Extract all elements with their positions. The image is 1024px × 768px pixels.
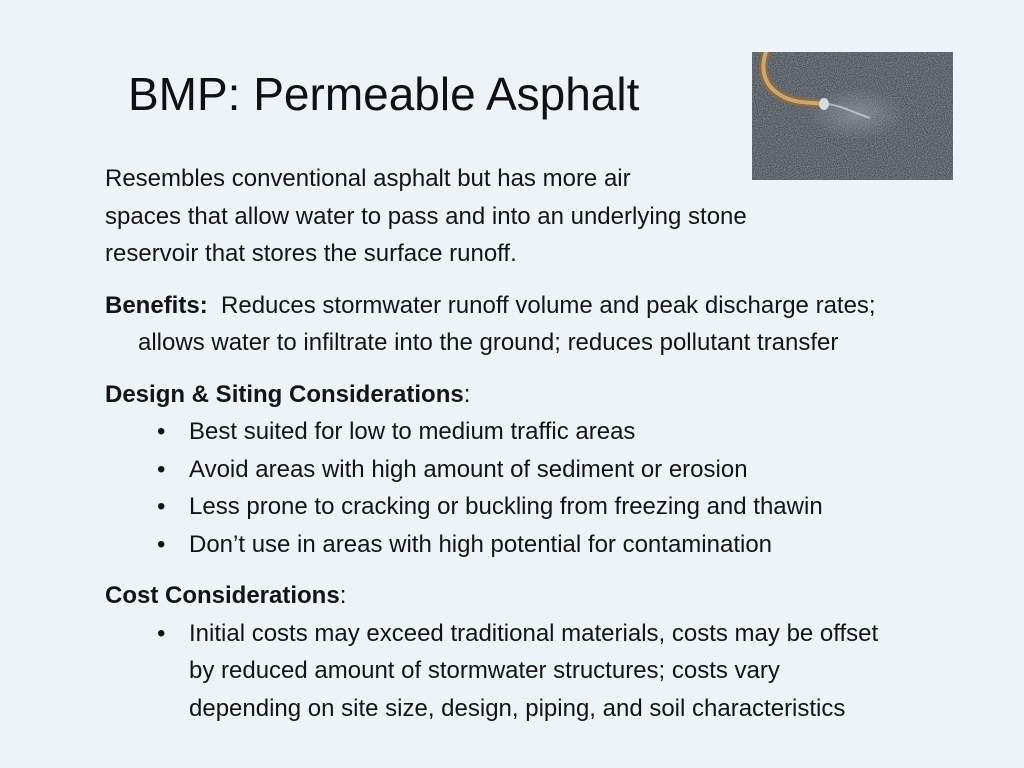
design-list [105, 413, 1020, 563]
design-item [105, 413, 1020, 451]
cost-list [105, 615, 1020, 728]
design-heading-colon: : [463, 380, 471, 408]
design-item [105, 526, 1020, 564]
cost-heading-colon: : [339, 582, 347, 609]
benefits-line-1 [105, 287, 1020, 325]
design-heading-text: Design & Siting Considerations [105, 380, 464, 408]
cost-item-line-2: by reduced amount of stormwater structures; costs vary [189, 657, 780, 684]
cost-item [105, 615, 1020, 728]
bullet-icon: • [157, 493, 166, 520]
design-item-text: Less prone to cracking or buckling from freezing and thawin [189, 493, 823, 520]
intro-line-3: reservoir that stores the surface runoff. [105, 240, 517, 267]
intro-line-1: Resembles conventional asphalt but has more air [105, 165, 631, 192]
design-item-text: Don’t use in areas with high potential for contamination [189, 530, 773, 558]
benefits-label: Benefits: [105, 291, 208, 319]
design-item [105, 488, 1020, 526]
slide-body [105, 160, 1020, 727]
bullet-icon: • [157, 455, 166, 483]
design-heading [105, 376, 1020, 414]
design-item-text: Best suited for low to medium traffic areas [189, 418, 636, 445]
bullet-icon: • [157, 530, 166, 558]
benefits-text-1: Reduces stormwater runoff volume and peak discharge rates; [221, 291, 876, 319]
benefits-line-2: allows water to infiltrate into the ground; reduces pollutant transfer [138, 329, 839, 356]
design-item [105, 451, 1020, 489]
bullet-icon: • [157, 418, 166, 445]
cost-heading-text: Cost Considerations [105, 582, 340, 609]
intro-line-2: spaces that allow water to pass and into an underlying stone [105, 202, 747, 230]
slide-title: BMP: Permeable Asphalt [128, 68, 640, 120]
bullet-icon: • [157, 619, 166, 647]
cost-item-line-1: Initial costs may exceed traditional materials, costs may be offset [189, 619, 879, 647]
cost-heading [105, 577, 1020, 615]
design-item-text: Avoid areas with high amount of sediment or erosion [189, 455, 748, 483]
cost-item-line-3: depending on site size, design, piping, and soil characteristics [189, 694, 846, 722]
